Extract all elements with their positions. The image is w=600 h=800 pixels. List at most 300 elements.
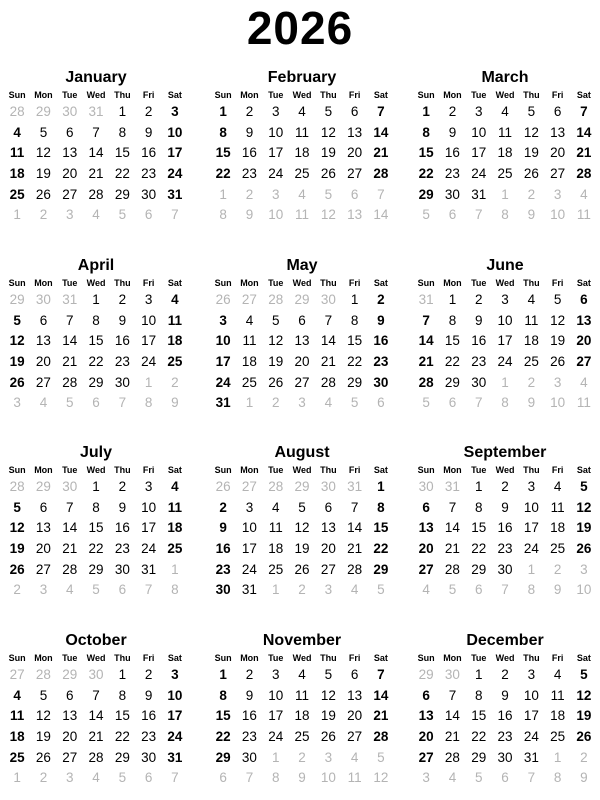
adjacent-month-day: 5 — [118, 207, 127, 223]
weekday-label: Thu — [523, 465, 540, 475]
day-cell: 17 — [523, 520, 539, 536]
weekday-label: Tue — [268, 278, 284, 288]
day-cell: 20 — [418, 729, 434, 745]
weekday-label: Fri — [348, 90, 361, 100]
adjacent-month-day: 3 — [298, 395, 306, 411]
day-cell: 10 — [523, 687, 539, 703]
day-cell: 5 — [553, 292, 562, 307]
weekday-label: Wed — [86, 465, 106, 475]
adjacent-month-day: 7 — [501, 582, 509, 598]
day-cell: 8 — [219, 124, 227, 140]
day-cell: 4 — [171, 479, 179, 494]
adjacent-month-day: 4 — [298, 186, 306, 202]
day-cell: 28 — [576, 166, 592, 182]
day-cell: 27 — [35, 561, 51, 577]
day-cell: 24 — [141, 541, 157, 557]
weekday-label: Mon — [443, 278, 462, 288]
day-cell: 5 — [13, 499, 21, 515]
day-cell: 20 — [35, 541, 51, 557]
adjacent-month-day: 7 — [527, 770, 536, 786]
week-row — [4, 123, 188, 144]
day-cell: 18 — [9, 729, 25, 745]
weekday-label: Mon — [443, 653, 462, 663]
adjacent-month-day: 3 — [271, 186, 280, 202]
day-cell: 12 — [9, 520, 25, 536]
weekday-label: Mon — [34, 465, 53, 475]
day-cell: 17 — [523, 708, 539, 724]
month-march — [413, 68, 597, 223]
day-cell: 16 — [215, 541, 231, 557]
week-row — [4, 393, 188, 414]
day-cell: 20 — [576, 333, 592, 349]
day-cell: 9 — [219, 520, 227, 536]
day-cell: 31 — [215, 395, 231, 411]
adjacent-month-day: 1 — [13, 207, 21, 223]
adjacent-month-day: 5 — [350, 395, 359, 411]
week-row — [210, 393, 394, 414]
day-cell: 9 — [377, 312, 385, 328]
week-row — [413, 331, 597, 352]
weekday-label: Fri — [348, 653, 361, 663]
day-cell: 7 — [580, 104, 588, 119]
day-cell: 21 — [62, 354, 78, 370]
weekday-label: Sat — [373, 278, 388, 288]
adjacent-month-day: 4 — [448, 770, 457, 786]
weekday-label: Tue — [62, 653, 78, 663]
adjacent-month-day: 3 — [65, 770, 74, 786]
week-row — [4, 727, 188, 748]
day-cell: 2 — [118, 479, 127, 494]
day-cell: 16 — [241, 145, 257, 161]
day-cell: 22 — [418, 166, 434, 182]
day-cell: 30 — [241, 749, 257, 765]
day-cell: 1 — [92, 292, 100, 307]
day-cell: 11 — [268, 520, 283, 536]
adjacent-month-day: 10 — [320, 770, 336, 786]
week-row — [210, 665, 394, 686]
weekday-label: Fri — [551, 90, 564, 100]
day-cell: 12 — [268, 333, 284, 349]
adjacent-month-day: 26 — [215, 292, 231, 307]
day-cell: 8 — [92, 312, 100, 328]
week-row — [4, 311, 188, 332]
day-cell: 18 — [167, 333, 183, 349]
day-cell: 28 — [373, 166, 389, 182]
week-row — [4, 102, 188, 123]
day-cell: 24 — [167, 166, 183, 182]
day-cell: 26 — [35, 186, 51, 202]
adjacent-month-day: 5 — [377, 582, 385, 598]
day-cell: 3 — [501, 292, 509, 307]
day-cell: 17 — [141, 520, 157, 536]
day-cell: 30 — [141, 749, 157, 765]
week-row — [210, 539, 394, 560]
weekday-label: Tue — [471, 90, 487, 100]
day-cell: 7 — [324, 312, 333, 328]
adjacent-month-day: 1 — [271, 749, 280, 765]
day-cell: 3 — [219, 312, 227, 328]
day-cell: 13 — [62, 708, 78, 724]
day-cell: 13 — [347, 687, 363, 703]
week-row — [413, 665, 597, 686]
day-cell: 12 — [294, 520, 310, 536]
week-row — [210, 518, 394, 539]
weekday-label: Sat — [167, 465, 182, 475]
weekday-header — [4, 651, 188, 665]
adjacent-month-day: 3 — [324, 749, 333, 765]
adjacent-month-day: 6 — [144, 207, 153, 223]
adjacent-month-day: 6 — [92, 395, 100, 411]
day-cell: 30 — [373, 374, 389, 390]
adjacent-month-day: 26 — [215, 479, 231, 494]
day-cell: 9 — [245, 687, 254, 703]
day-cell: 16 — [497, 520, 513, 536]
day-cell: 7 — [65, 499, 74, 515]
day-cell: 21 — [418, 354, 434, 370]
weekday-label: Mon — [240, 653, 259, 663]
weekday-header — [210, 88, 394, 102]
day-cell: 2 — [448, 104, 457, 119]
day-cell: 3 — [474, 104, 483, 119]
day-cell: 3 — [171, 667, 179, 682]
weekday-label: Wed — [86, 653, 106, 663]
weekday-label: Sun — [417, 90, 435, 100]
day-cell: 17 — [268, 145, 284, 161]
day-cell: 3 — [527, 667, 536, 682]
day-cell: 29 — [471, 561, 487, 577]
week-row — [4, 164, 188, 185]
day-cell: 10 — [167, 124, 183, 140]
month-february — [210, 68, 394, 223]
adjacent-month-day: 30 — [62, 479, 78, 494]
weekday-label: Tue — [62, 278, 78, 288]
day-cell: 12 — [320, 124, 336, 140]
day-cell: 3 — [527, 479, 536, 494]
day-cell: 28 — [444, 561, 460, 577]
weekday-label: Sat — [373, 465, 388, 475]
weekday-label: Thu — [320, 278, 337, 288]
month-name: April — [77, 257, 115, 274]
week-row — [413, 164, 597, 185]
day-cell: 9 — [118, 499, 127, 515]
day-cell: 10 — [268, 124, 284, 140]
adjacent-month-day: 5 — [377, 749, 385, 765]
day-cell: 26 — [576, 729, 592, 745]
day-cell: 17 — [471, 145, 487, 161]
day-cell: 11 — [167, 499, 183, 515]
weekday-label: Thu — [523, 278, 540, 288]
day-cell: 1 — [422, 104, 430, 119]
weekday-label: Mon — [240, 465, 259, 475]
adjacent-month-day: 30 — [418, 479, 434, 494]
week-row — [210, 123, 394, 144]
day-cell: 14 — [373, 687, 389, 703]
day-cell: 27 — [347, 729, 363, 745]
day-cell: 5 — [13, 312, 21, 328]
weekday-label: Tue — [471, 653, 487, 663]
day-cell: 10 — [167, 687, 183, 703]
week-row — [4, 352, 188, 373]
day-cell: 14 — [576, 124, 592, 140]
day-cell: 5 — [39, 124, 48, 140]
adjacent-month-day: 9 — [171, 395, 179, 411]
adjacent-month-day: 1 — [171, 561, 179, 577]
day-cell: 21 — [88, 166, 104, 182]
day-cell: 13 — [320, 520, 336, 536]
day-cell: 29 — [471, 749, 487, 765]
adjacent-month-day: 31 — [88, 104, 104, 119]
adjacent-month-day: 6 — [118, 582, 127, 598]
day-cell: 26 — [9, 374, 25, 390]
day-cell: 21 — [347, 541, 363, 557]
adjacent-month-day: 5 — [422, 395, 430, 411]
weekday-label: Tue — [471, 465, 487, 475]
month-january — [4, 68, 188, 223]
adjacent-month-day: 3 — [422, 770, 430, 786]
day-cell: 8 — [474, 687, 483, 703]
day-cell: 27 — [294, 374, 310, 390]
adjacent-month-day: 31 — [347, 479, 363, 494]
weekday-label: Wed — [495, 465, 515, 475]
adjacent-month-day: 3 — [65, 207, 74, 223]
week-row — [413, 498, 597, 519]
week-row — [210, 373, 394, 394]
day-cell: 23 — [141, 166, 157, 182]
day-cell: 7 — [377, 667, 385, 682]
day-cell: 11 — [10, 708, 25, 724]
day-cell: 24 — [268, 166, 284, 182]
day-cell: 23 — [241, 166, 257, 182]
day-cell: 2 — [474, 292, 483, 307]
adjacent-month-day: 6 — [501, 770, 509, 786]
day-cell: 3 — [271, 667, 280, 682]
day-cell: 11 — [295, 687, 310, 703]
adjacent-month-day: 7 — [171, 770, 179, 786]
week-row — [413, 580, 597, 601]
weekday-label: Wed — [495, 653, 515, 663]
day-cell: 19 — [9, 541, 25, 557]
day-cell: 20 — [294, 354, 310, 370]
day-cell: 8 — [474, 499, 483, 515]
weekday-label: Tue — [268, 90, 284, 100]
month-december — [413, 631, 597, 786]
day-cell: 16 — [373, 333, 389, 349]
day-cell: 26 — [550, 354, 566, 370]
day-cell: 1 — [474, 479, 483, 494]
day-cell: 1 — [350, 292, 359, 307]
weekday-label: Mon — [34, 278, 53, 288]
day-cell: 24 — [241, 561, 257, 577]
adjacent-month-day: 13 — [347, 207, 363, 223]
adjacent-month-day: 1 — [13, 770, 21, 786]
day-cell: 31 — [471, 186, 487, 202]
day-cell: 30 — [114, 374, 130, 390]
day-cell: 17 — [497, 333, 513, 349]
adjacent-month-day: 4 — [39, 395, 48, 411]
day-cell: 26 — [320, 166, 336, 182]
week-row — [413, 123, 597, 144]
day-cell: 26 — [294, 561, 310, 577]
week-row — [210, 311, 394, 332]
day-cell: 25 — [167, 541, 183, 557]
day-cell: 13 — [35, 520, 51, 536]
day-cell: 10 — [268, 687, 284, 703]
week-row — [210, 185, 394, 206]
month-november — [210, 631, 394, 786]
adjacent-month-day: 28 — [35, 667, 51, 682]
day-cell: 4 — [171, 292, 179, 307]
weekday-header — [413, 88, 597, 102]
week-row — [210, 768, 394, 789]
day-cell: 8 — [422, 124, 430, 140]
adjacent-month-day: 6 — [448, 395, 457, 411]
weekday-label: Fri — [348, 278, 361, 288]
weekday-header — [4, 276, 188, 290]
day-cell: 19 — [576, 708, 592, 724]
adjacent-month-day: 29 — [418, 667, 434, 682]
day-cell: 16 — [471, 333, 487, 349]
day-cell: 5 — [580, 667, 588, 682]
adjacent-month-day: 10 — [576, 582, 592, 598]
day-cell: 27 — [347, 166, 363, 182]
adjacent-month-day: 30 — [35, 292, 51, 307]
weekday-label: Thu — [320, 653, 337, 663]
weekday-label: Wed — [292, 653, 312, 663]
day-cell: 20 — [62, 729, 78, 745]
day-cell: 6 — [39, 499, 48, 515]
adjacent-month-day: 9 — [298, 770, 306, 786]
day-cell: 19 — [35, 729, 51, 745]
day-cell: 23 — [497, 541, 513, 557]
month-april — [4, 256, 188, 411]
day-cell: 19 — [9, 354, 25, 370]
weekday-label: Sun — [214, 653, 232, 663]
week-row — [4, 560, 188, 581]
day-cell: 10 — [141, 499, 157, 515]
adjacent-month-day: 29 — [35, 104, 51, 119]
weekday-label: Fri — [551, 278, 564, 288]
day-cell: 28 — [444, 749, 460, 765]
adjacent-month-day: 29 — [9, 292, 25, 307]
month-name: February — [267, 69, 337, 86]
day-cell: 8 — [118, 687, 127, 703]
day-cell: 1 — [118, 104, 127, 119]
day-cell: 28 — [418, 374, 434, 390]
day-cell: 5 — [527, 104, 536, 119]
week-row — [210, 205, 394, 226]
month-september — [413, 443, 597, 598]
adjacent-month-day: 5 — [65, 395, 74, 411]
day-cell: 29 — [88, 374, 104, 390]
adjacent-month-day: 10 — [550, 395, 566, 411]
week-row — [413, 686, 597, 707]
day-cell: 17 — [268, 708, 284, 724]
day-cell: 7 — [377, 104, 385, 119]
day-cell: 25 — [523, 354, 539, 370]
day-cell: 12 — [35, 708, 51, 724]
adjacent-month-day: 3 — [39, 582, 48, 598]
adjacent-month-day: 1 — [501, 374, 509, 390]
day-cell: 20 — [320, 541, 336, 557]
weekday-label: Sat — [167, 278, 182, 288]
day-cell: 26 — [35, 749, 51, 765]
day-cell: 28 — [88, 749, 104, 765]
day-cell: 13 — [550, 124, 566, 140]
week-row — [413, 477, 597, 498]
day-cell: 9 — [501, 499, 509, 515]
day-cell: 12 — [523, 124, 539, 140]
adjacent-month-day: 8 — [219, 207, 227, 223]
adjacent-month-day: 2 — [271, 395, 280, 411]
week-row — [210, 498, 394, 519]
day-cell: 30 — [141, 186, 157, 202]
day-cell: 15 — [114, 145, 130, 161]
day-cell: 27 — [62, 749, 78, 765]
week-row — [413, 205, 597, 226]
day-cell: 5 — [580, 479, 588, 494]
weekday-label: Fri — [142, 278, 155, 288]
day-cell: 4 — [271, 499, 280, 515]
weekday-label: Fri — [551, 465, 564, 475]
day-cell: 6 — [65, 124, 74, 140]
adjacent-month-day: 9 — [527, 207, 536, 223]
day-cell: 9 — [501, 687, 509, 703]
day-cell: 6 — [422, 687, 430, 703]
day-cell: 15 — [215, 708, 231, 724]
day-cell: 23 — [114, 541, 130, 557]
day-cell: 24 — [141, 354, 157, 370]
day-cell: 21 — [62, 541, 78, 557]
weekday-label: Mon — [34, 653, 53, 663]
day-cell: 14 — [373, 124, 389, 140]
adjacent-month-day: 7 — [118, 395, 127, 411]
week-row — [413, 393, 597, 414]
day-cell: 17 — [141, 333, 157, 349]
week-row — [4, 665, 188, 686]
day-cell: 3 — [271, 104, 280, 119]
page-title: 2026 — [246, 2, 354, 54]
day-cell: 11 — [550, 499, 565, 515]
day-cell: 6 — [580, 292, 588, 307]
week-row — [4, 477, 188, 498]
weekday-label: Fri — [551, 653, 564, 663]
weekday-label: Sun — [214, 278, 232, 288]
adjacent-month-day: 10 — [550, 207, 566, 223]
day-cell: 19 — [268, 354, 284, 370]
week-row — [413, 706, 597, 727]
adjacent-month-day: 31 — [62, 292, 78, 307]
day-cell: 1 — [219, 104, 227, 119]
day-cell: 15 — [88, 333, 104, 349]
adjacent-month-day: 4 — [92, 770, 100, 786]
day-cell: 21 — [320, 354, 336, 370]
day-cell: 15 — [347, 333, 363, 349]
day-cell: 1 — [118, 667, 127, 682]
adjacent-month-day: 7 — [245, 770, 254, 786]
day-cell: 20 — [418, 541, 434, 557]
week-row — [4, 143, 188, 164]
adjacent-month-day: 7 — [377, 186, 385, 202]
day-cell: 28 — [62, 374, 78, 390]
month-july — [4, 443, 188, 598]
week-row — [210, 164, 394, 185]
adjacent-month-day: 8 — [271, 770, 280, 786]
day-cell: 4 — [298, 667, 306, 682]
day-cell: 27 — [550, 166, 566, 182]
day-cell: 2 — [501, 479, 509, 494]
day-cell: 16 — [241, 708, 257, 724]
week-row — [210, 686, 394, 707]
